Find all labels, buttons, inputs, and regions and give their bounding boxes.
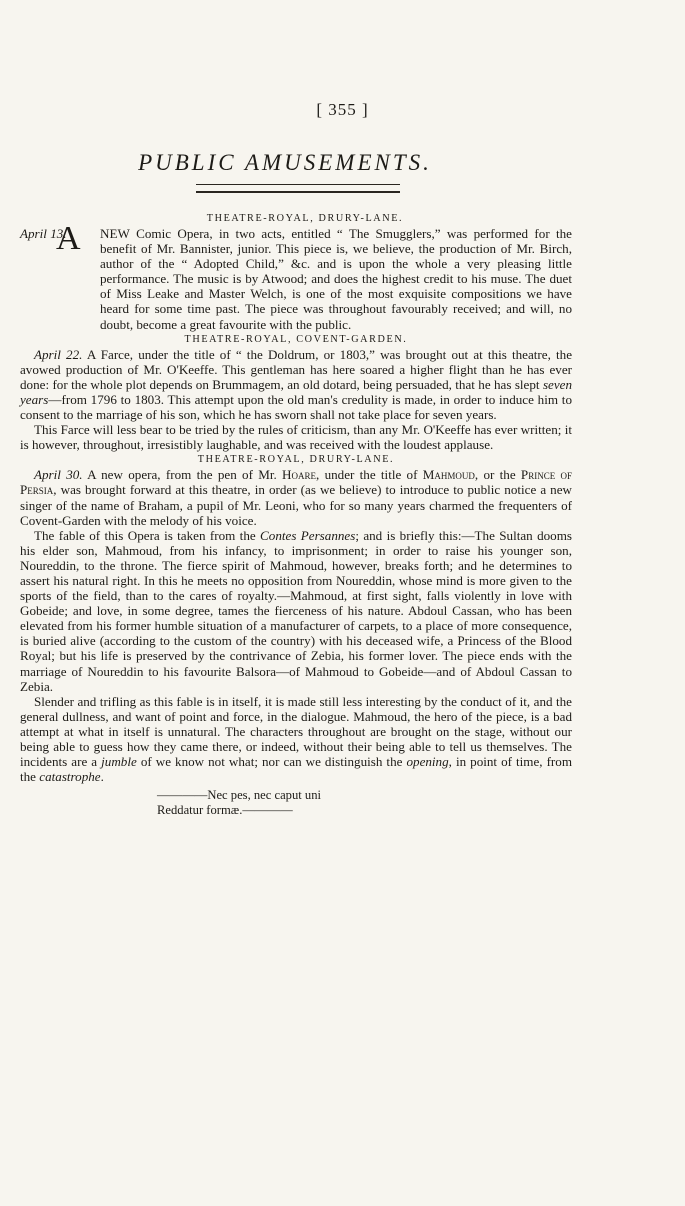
page-number: [ 355 ] <box>316 100 369 119</box>
paragraph-text: Comic Opera, in two acts, entitled “ The Smugglers,” was performed for the benefit of Mr. Bannister, junior. This piece is, we believe, the production of Mr. Birch, author of the “ Adopted Child,” &c. and is upon the whole a very pleasing little performance. The music is by Atwood; and does the highest credit to his muse. The duet of Miss Leake and Master Welch, is one of the most exquisite compositions we have heard for some time past. The piece was throughout favourably received; and will, no doubt, become a great favourite with the public. <box>100 226 572 332</box>
paragraph-text: ; and is briefly this:—The Sultan dooms his elder son, Mahmoud, from his infancy, to imprisonment; in order to raise his younger son, Noureddin, to the throne. The fierce spirit of Mahmoud, however, breaks forth; and he determines to assert his natural right. In this he meets no opposition from Noureddin, whose mind is more given to the sports of the field, than to the cares of royalty.—Mahmoud, at first sight, falls violently in love with Gobeide; and love, in some degree, tames the fierceness of his nature. Abdoul Cassan, who has been elevated from his former humble situation of a manufacturer of carpets, to a place of more consequence, is buried alive (according to the custom of the country) with his deceased wife, a Princess of the Blood Royal; but his life is preserved by the contrivance of Zebia, his former lover. The piece ends with the marriage of Noureddin to his favourite Balsora—of Mahmoud to Gobeide—and of Abdoul Cassan to Zebia. <box>20 527 573 694</box>
paragraph-text: A new opera, from the pen of Mr. <box>87 467 277 483</box>
paragraph-text: —from 1796 to 1803. This attempt upon the old man's credulity is made, in order to induce him to consent to the marriage of his son, which he has sworn shall not take place for seven years. <box>20 391 572 423</box>
paragraph-text: , in point of time, from the <box>20 754 573 785</box>
paragraph-text: . <box>100 769 104 785</box>
paragraph-text: of we know not what; nor can we distinguish the <box>140 754 403 770</box>
section-paragraph <box>20 347 572 422</box>
small-caps-text: Prince of Persia <box>20 467 572 498</box>
paragraph-text: The fable of this Opera is taken from the <box>34 527 256 543</box>
italic-text: seven years <box>20 376 573 407</box>
section-heading: THEATRE-ROYAL, DRURY-LANE. <box>197 454 395 466</box>
first-word: NEW <box>100 226 130 241</box>
italic-text: catastrophe <box>39 769 101 785</box>
section-date: April 22. <box>34 346 83 362</box>
section-paragraph <box>20 694 572 785</box>
section-heading: THEATRE-ROYAL, COVENT-GARDEN. <box>184 333 408 345</box>
section-paragraph <box>20 528 572 694</box>
title-rule <box>196 184 400 193</box>
quotation-line: Reddatur formæ.———— <box>157 803 293 818</box>
quotation-line: ————Nec pes, nec caput uni <box>157 788 322 803</box>
small-caps-text: Mahmoud <box>422 467 475 483</box>
page-title: PUBLIC AMUSEMENTS. <box>138 150 432 175</box>
latin-quotation <box>20 788 572 818</box>
section-heading: THEATRE-ROYAL, DRURY-LANE. <box>206 213 404 224</box>
section-paragraph <box>20 220 572 332</box>
section-date: April 13. <box>20 226 67 241</box>
small-caps-text: Hoare <box>282 467 317 483</box>
paragraph-text: Slender and trifling as this fable is in itself, it is made still less interesting by the conduct of it, and the general dullness, and want of point and force, in the dialogue. Mahmoud, the hero of the piece, is a bad attempt at what in itself is unnatural. The characters throughout are brought on the stage, without our being able to guess how they came there, or indeed, without their being able to tell us themselves. The incidents are a <box>20 693 572 770</box>
paragraph-text: A Farce, under the title of “ the Doldrum, or 1803,” was brought out at this theatre, the avowed production of Mr. O'Keeffe. This gentleman has here soared a higher flight than he has ever done: for the whole plot depends on Brummagem, an old dotard, being persuaded, that he has slept <box>20 346 573 392</box>
section-date: April 30. <box>34 467 83 483</box>
section-paragraph: This Farce will less bear to be tried by the rules of criticism, than any Mr. O'Keeffe has ever written; it is however, throughout, irresistibly laughable, and was received with the loudest applause. <box>20 422 572 453</box>
section-paragraph <box>20 467 572 527</box>
italic-text: opening <box>406 754 449 770</box>
paragraph-text: , or the <box>474 467 516 483</box>
paragraph-text: , under the title of <box>316 467 418 483</box>
drop-cap: A <box>56 220 81 257</box>
italic-text: Contes Persannes <box>260 527 356 543</box>
article-body <box>20 211 572 818</box>
paragraph-text: , was brought forward at this theatre, in order (as we believe) to introduce to public notice a new singer of the name of Braham, a pupil of Mr. Leoni, who for so many years charmed the frequenters of Covent-Garden with the melody of his voice. <box>20 482 572 528</box>
italic-text: jumble <box>101 754 137 770</box>
